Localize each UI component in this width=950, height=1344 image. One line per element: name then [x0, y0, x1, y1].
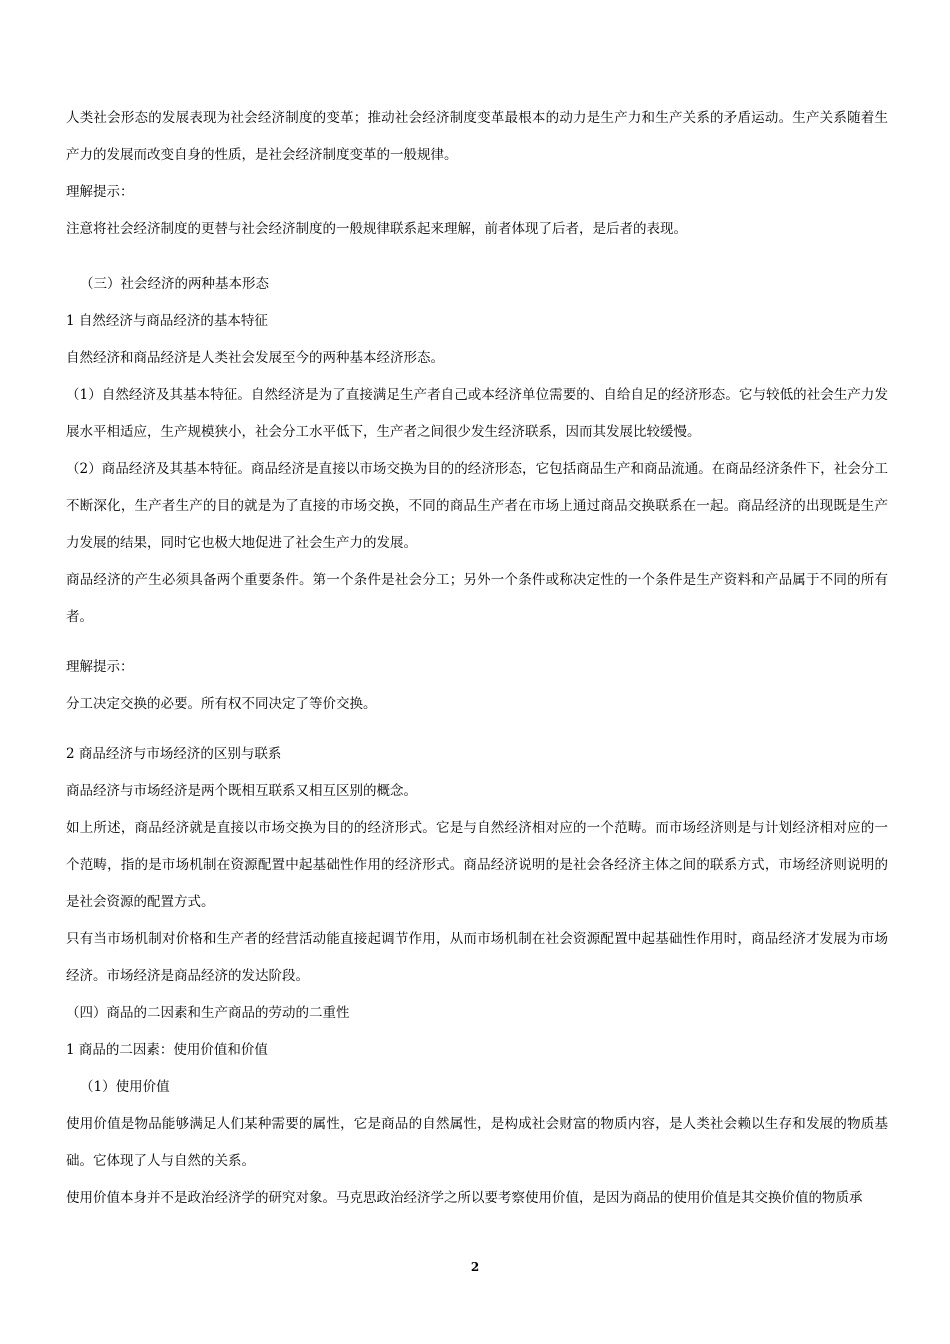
subheading-2: 2 商品经济与市场经济的区别与联系 — [66, 746, 282, 762]
paragraph-hint-1: 注意将社会经济制度的更替与社会经济制度的一般规律联系起来理解，前者体现了后者，是后者的表现。 — [66, 221, 687, 237]
paragraph-natural-economy: （1）自然经济及其基本特征。自然经济是为了直接满足生产者自己或本经济单位需要的、自给自足的经济形态。它与较低的社会生产力发展水平相适应，生产规模狭小，社会分工水平低下，生产者之间很少发生经济联系，因而其发展比较缓慢。 — [66, 387, 888, 440]
paragraph-two-forms: 自然经济和商品经济是人类社会发展至今的两种基本经济形态。 — [66, 350, 444, 366]
subheading-commodity-factors: 1 商品的二因素：使用价值和价值 — [66, 1042, 268, 1058]
subheading-1: 1 自然经济与商品经济的基本特征 — [66, 313, 268, 329]
subheading-use-value: （1）使用价值 — [80, 1079, 170, 1095]
paragraph-market-distinction: 如上所述，商品经济就是直接以市场交换为目的的经济形式。它是与自然经济相对应的一个范畴。而市场经济则是与计划经济相对应的一个范畴，指的是市场机制在资源配置中起基础性作用的经济形式。商品经济说明的是社会各经济主体之间的联系方式，市场经济则说明的是社会资源的配置方式。 — [66, 820, 888, 910]
paragraph-commodity-economy: （2）商品经济及其基本特征。商品经济是直接以市场交换为目的的经济形态，它包括商品生产和商品流通。在商品经济条件下，社会分工不断深化，生产者生产的目的就是为了直接的市场交换，不同的商品生产者在市场上通过商品交换联系在一起。商品经济的出现既是生产力发展的结果，同时它也极大地促进了社会生产力的发展。 — [66, 461, 888, 551]
paragraph-social-system-change: 人类社会形态的发展表现为社会经济制度的变革；推动社会经济制度变革最根本的动力是生产力和生产关系的矛盾运动。生产关系随着生产力的发展而改变自身的性质，是社会经济制度变革的一般规律。 — [66, 110, 888, 163]
paragraph-market-concepts: 商品经济与市场经济是两个既相互联系又相互区别的概念。 — [66, 783, 417, 799]
section-heading-4: （四）商品的二因素和生产商品的劳动的二重性 — [66, 1005, 350, 1021]
paragraph-use-value: 使用价值是物品能够满足人们某种需要的属性，它是商品的自然属性，是构成社会财富的物质内容，是人类社会赖以生存和发展的物质基础。它体现了人与自然的关系。 — [66, 1116, 888, 1169]
paragraph-market-stage: 只有当市场机制对价格和生产者的经营活动能直接起调节作用，从而市场机制在社会资源配置中起基础性作用时，商品经济才发展为市场经济。市场经济是商品经济的发达阶段。 — [66, 931, 888, 984]
understanding-hint-label-2: 理解提示： — [66, 659, 134, 675]
section-heading-3: （三）社会经济的两种基本形态 — [80, 276, 269, 292]
paragraph-use-value-study: 使用价值本身并不是政治经济学的研究对象。马克思政治经济学之所以要考察使用价值，是因为商品的使用价值是其交换价值的物质承 — [66, 1190, 863, 1206]
paragraph-conditions: 商品经济的产生必须具备两个重要条件。第一个条件是社会分工；另外一个条件或称决定性的一个条件是生产资料和产品属于不同的所有者。 — [66, 572, 888, 625]
understanding-hint-label: 理解提示： — [66, 184, 134, 200]
page-number: 2 — [470, 1260, 480, 1274]
paragraph-hint-2: 分工决定交换的必要。所有权不同决定了等价交换。 — [66, 696, 377, 712]
document-body — [66, 100, 888, 1217]
